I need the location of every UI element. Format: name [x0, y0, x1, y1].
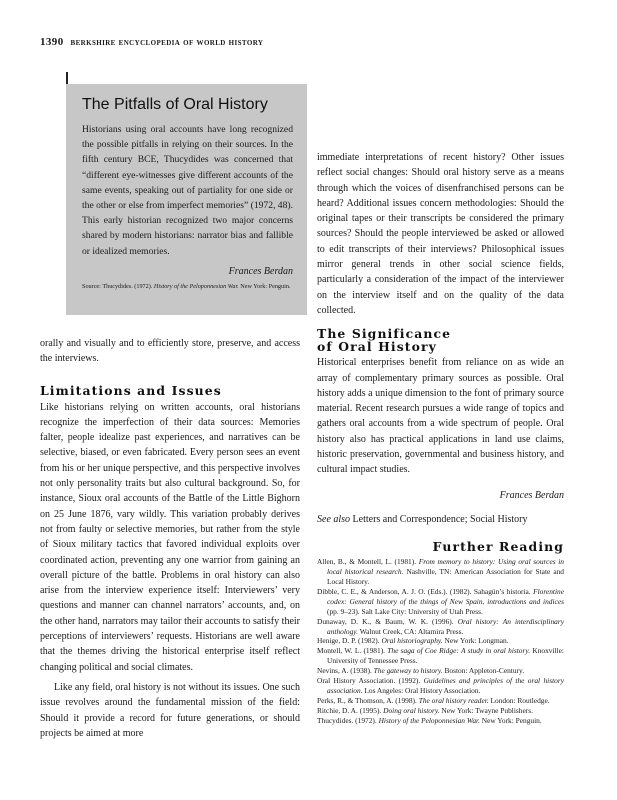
reference-title: Florentine codex: General history of the things of New Spain, introductions and indices — [327, 586, 564, 606]
reference-citation: Thucydides. (1972). — [317, 715, 379, 725]
reference-publisher: New York: Longman. — [442, 636, 509, 646]
reference-title: The oral history reader. — [418, 695, 489, 705]
see-also-links: Letters and Correspondence; Social History — [352, 513, 528, 525]
reference-item — [317, 676, 564, 696]
reference-list — [317, 557, 564, 725]
reference-title: From memory to history: Using oral sources in local historical research. — [327, 557, 564, 577]
intro-paragraph: orally and visually and to efficiently store, preserve, and access the interviews. — [40, 338, 300, 365]
page-number: 1390 — [40, 36, 64, 48]
reference-publisher: New York: Penguin. — [479, 715, 542, 725]
significance-heading-line2: of Oral History — [317, 339, 437, 355]
sidebar-source — [82, 283, 293, 290]
reference-publisher: London: Routledge. — [488, 695, 550, 705]
significance-paragraph: Historical enterprises benefit from reliance on as wide an array of complementary primary sources as possible. Oral history adds a unique dimension to the font of primary source material. Recent research pursues a wide range of topics and gathers oral accounts from a wide spectrum of people. Oral history also has practical applications in land use claims, historic preservation, governmental and business history, and cultural impact studies. — [317, 357, 564, 476]
reference-title: The gateway to history. — [373, 666, 443, 676]
reference-publisher: Nashville, TN: American Association for State and Local History. — [327, 567, 564, 587]
reference-item — [317, 617, 564, 637]
sidebar-source-title: History of the Peloponnesian War. — [153, 282, 239, 290]
left-column — [40, 336, 300, 741]
reference-citation: Dibble, C. E., & Anderson, A. J. O. (Eds.). (1982). Sahagún’s historia. — [317, 586, 534, 596]
right-column — [317, 150, 564, 726]
reference-publisher: New York: Twayne Publishers. — [439, 705, 533, 715]
article-author: Frances Berdan — [499, 489, 564, 501]
limitations-heading: Limitations and Issues — [40, 382, 222, 398]
further-reading-heading: Further Reading — [432, 539, 564, 555]
reference-item — [317, 666, 564, 676]
reference-title: Oral history: An interdisciplinary anthology. — [327, 616, 564, 636]
see-also — [317, 512, 564, 527]
reference-title: Doing oral history. — [383, 705, 440, 715]
significance-heading — [317, 327, 564, 353]
sidebar-source-label: Source: Thucydides. (1972). — [82, 282, 153, 290]
reference-title: The saga of Coe Ridge: A study in oral history. — [387, 646, 531, 656]
running-header — [40, 36, 263, 48]
reference-publisher: Boston: Appleton-Century. — [442, 666, 525, 676]
reference-title: Guidelines and principles of the oral history association. — [327, 676, 564, 696]
reference-publisher: Los Angeles: Oral History Association. — [362, 686, 481, 696]
sidebar-source-pub: New York: Penguin. — [240, 282, 291, 290]
significance-heading-line1: The Significance — [317, 326, 452, 342]
limitations-paragraph: Like historians relying on written accounts, oral historians recognize the imperfection of their data sources: Memories falter, people idealize past experiences, and narratives can be selective, biased, or even fabricated. Every person sees an event from his or her unique perspective, and this perspective involves not only personality traits but also cultural background. So, for instance, Sioux oral accounts of the Battle of the Little Bighorn on 25 June 1876, vary wildly. This variation probably derives not from faulty or selective memories, but rather from the style of Sioux military tactics that favored individual exploits over coordinated action, preventing any one warrior from gaining an overall picture of the battle. Problems in oral history can also arise from the interview experience itself: Interviewers’ very questions and manner can channel narrators’ accounts, and, on the other hand, narrators may tailor their accounts to satisfy their perceptions of interviewers’ requests. Historians are well aware that the themes driving the historical enterprise itself reflect changing political and social climates. — [40, 401, 300, 673]
reference-citation: Henige, D. P. (1982). — [317, 636, 382, 646]
reference-citation: Allen, B., & Montell, L. (1981). — [317, 557, 419, 567]
reference-item — [317, 646, 564, 666]
issues-paragraph: Like any field, oral history is not without its issues. One such issue revolves around the fundamental mission of the field: Should it provide a record for future generations, or should projects be aimed at more — [40, 681, 300, 739]
reference-citation: Oral History Association. (1992). — [317, 676, 424, 686]
reference-citation: Ritchie, D. A. (1995). — [317, 705, 384, 715]
reference-item — [317, 587, 564, 617]
sidebar-title: The Pitfalls of Oral History — [82, 96, 268, 113]
continuation-paragraph: immediate interpretations of recent history? Other issues reflect social changes: Should oral history serve as a means through which the voices of disenfranchised persons can be heard? Additional issues concern methodologies: Should the original tapes or their transcripts be considered the primary sources? Should the people interviewed be asked or allowed to edit transcripts of their interviews? Philosophical issues mirror general trends in other social science fields, particularly a consideration of the impact of the interviewer on the interview itself and on the quality of the data collected. — [317, 152, 564, 316]
sidebar-author: Frances Berdan — [228, 265, 293, 277]
reference-item — [317, 636, 564, 646]
reference-item — [317, 696, 564, 706]
reference-item — [317, 716, 564, 726]
reference-publisher: Walnut Creek, CA: Altamira Press. — [358, 626, 464, 636]
pitfalls-sidebar — [66, 84, 307, 315]
reference-publisher: Knoxville: University of Tennessee Press. — [327, 646, 564, 666]
reference-citation: Montell, W. L. (1981). — [317, 646, 388, 656]
reference-item — [317, 557, 564, 587]
reference-citation: Dunaway, D. K., & Baum, W. K. (1996). — [317, 616, 458, 626]
reference-item — [317, 706, 564, 716]
running-title: berkshire encyclopedia of world history — [70, 37, 264, 48]
reference-publisher: (pp. 9–23). Salt Lake City: University of Utah Press. — [327, 606, 483, 616]
sidebar-body: Historians using oral accounts have long recognized the possible pitfalls in relying on their sources. In the fifth century BCE, Thucydides was concerned that “different eye-witnesses give different accounts of the same events, speaking out of partiality for one side or the other or else from imperfect memories” (1972, 48). This early historian recognized two major concerns shared by modern historians: narrator bias and fallible or idealized memories. — [82, 124, 293, 257]
see-also-label: See also — [317, 513, 351, 525]
reference-citation: Nevins, A. (1938). — [317, 666, 374, 676]
reference-citation: Perks, R., & Thomson, A. (1998). — [317, 695, 419, 705]
reference-title: Oral historiography. — [381, 636, 443, 646]
reference-title: History of the Peloponnesian War. — [378, 715, 480, 725]
